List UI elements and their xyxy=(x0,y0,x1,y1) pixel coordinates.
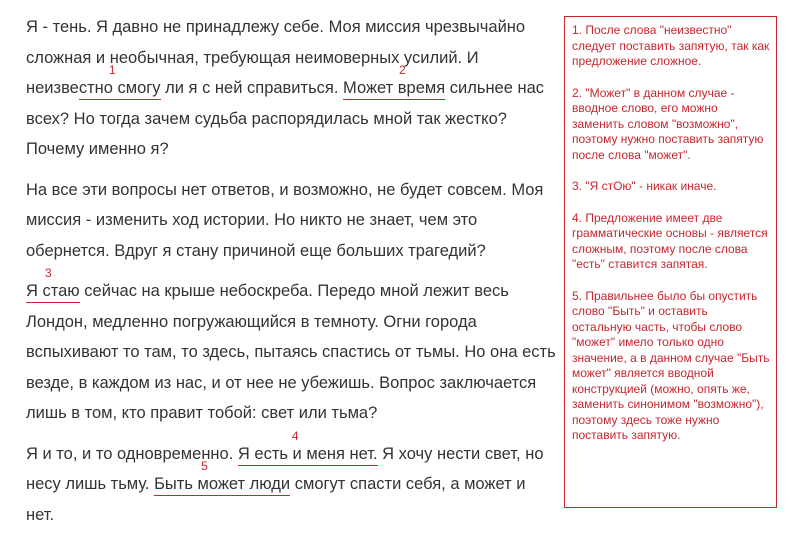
error-number: 4 xyxy=(291,428,299,443)
text-line: нет. xyxy=(26,505,55,524)
text-line: лишь в том, кто правит тобой: свет или тьма? xyxy=(26,404,378,422)
text-line: всех? Но тогда зачем судьба распорядилась мной так жестко? xyxy=(26,109,507,128)
text-line xyxy=(26,63,566,104)
error-number: 5 xyxy=(201,459,208,473)
marked-text: Я стаю xyxy=(26,282,80,300)
correction-note-5: 5. Правильнее было бы опустить слово "Быть" и оставить остальную часть, чтобы слово "может" имело только одно значение, а в данном случае "Быть может" является вводной конструкцией (можно, опять же, заменить синонимом "возможно"), поэтому здесь тоже нужно поставить запятую. xyxy=(572,288,770,442)
text-line: миссия - изменить ход истории. Но никто не знает, чем это xyxy=(26,211,478,229)
error-number: 1 xyxy=(108,63,116,77)
text-line: везде, в каждом из нас, и от нее не убежишь. Вопрос заключается xyxy=(26,373,537,392)
error-mark-1 xyxy=(78,63,161,100)
text-line: На все эти вопросы нет ответов, и возможно, не будет совсем. Моя xyxy=(26,180,544,199)
correction-note-1: 1. После слова "неизвестно" следует поставить запятую, так как предложение сложное. xyxy=(572,23,770,68)
text-line: вспыхивают то там, то здесь, пытаясь спастись от тьмы. Но она есть xyxy=(26,343,556,361)
paragraph-4 xyxy=(26,428,566,531)
marked-text: Может время xyxy=(343,79,446,97)
correction-notes-box xyxy=(564,16,777,508)
text-fragment: Я хочу нести свет, но xyxy=(377,444,544,463)
text-line xyxy=(26,459,566,500)
text-fragment: неизве xyxy=(26,79,79,97)
marked-text: Быть может люди xyxy=(154,475,291,493)
text-fragment: смогут спасти себя, а может и xyxy=(290,475,526,493)
text-fragment: сильнее нас xyxy=(445,79,545,97)
essay-text xyxy=(26,12,566,540)
marked-text: Я есть и меня нет. xyxy=(237,444,378,463)
text-line: Лондон, медленно погружающийся в темноту. Огни города xyxy=(26,312,477,331)
text-line: Почему именно я? xyxy=(26,140,169,158)
correction-note-3: 3. "Я стОю" - никак иначе. xyxy=(572,179,717,193)
error-mark-4 xyxy=(237,428,378,466)
text-line: обернется. Вдруг я стану причиной еще больших трагедий? xyxy=(26,241,486,260)
paragraph-1 xyxy=(26,12,566,165)
error-mark-3 xyxy=(26,266,80,303)
correction-note-4: 4. Предложение имеет две грамматические основы - является сложным, поэтому после слова "есть" ставится запятая. xyxy=(572,210,768,271)
error-mark-5 xyxy=(154,459,291,496)
marked-text: стно смогу xyxy=(78,79,161,97)
text-line: сложная и необычная, требующая неимоверных усилий. И xyxy=(26,48,479,67)
paragraph-3 xyxy=(26,266,566,429)
correction-note-2: 2. "Может" в данном случае - вводное слово, его можно заменить словом "возможно", поэтому нужно поставить запятую после слова "может". xyxy=(572,85,764,162)
text-line: Я - тень. Я давно не принадлежу себе. Моя миссия чрезвычайно xyxy=(26,18,526,36)
text-fragment: сейчас на крыше небоскреба. Передо мной лежит весь xyxy=(79,282,509,300)
text-fragment: Я и то, и то одновременно. xyxy=(26,444,238,463)
paragraph-2 xyxy=(26,175,566,267)
error-mark-2 xyxy=(343,63,446,100)
text-line xyxy=(26,428,566,473)
text-fragment: ли я с ней справиться. xyxy=(160,79,344,97)
text-fragment: несу лишь тьму. xyxy=(26,475,155,493)
error-number: 2 xyxy=(399,63,406,77)
error-number: 3 xyxy=(45,266,52,280)
text-line xyxy=(26,266,566,307)
